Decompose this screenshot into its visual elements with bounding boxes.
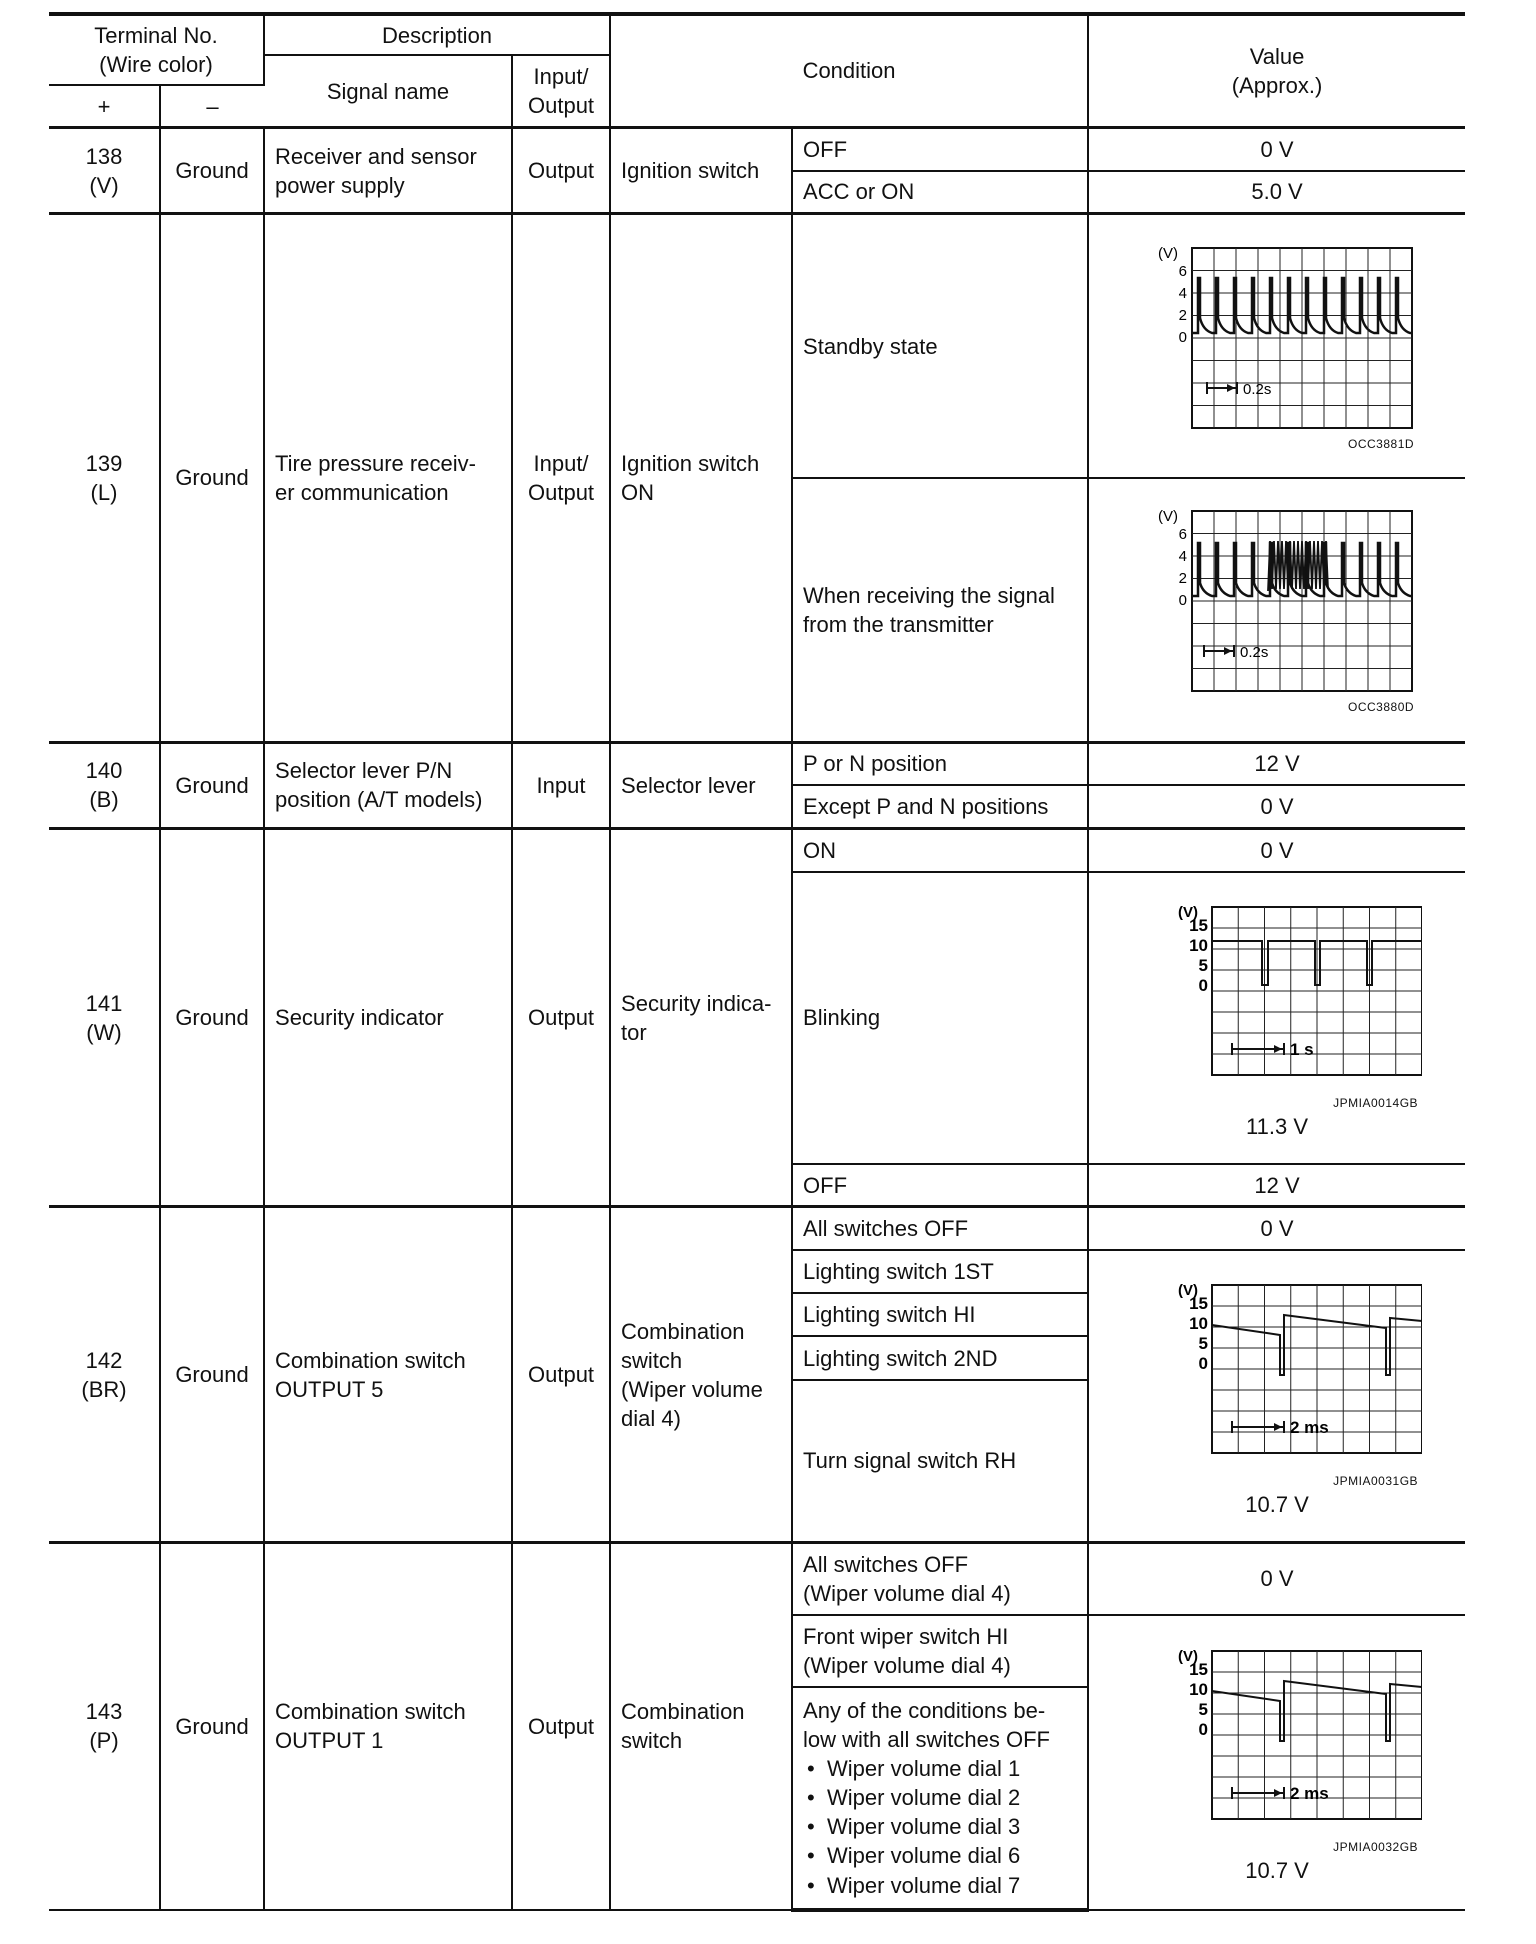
tick-label: 5	[1198, 1700, 1209, 1720]
header-terminal-no: Terminal No. (Wire color)	[49, 14, 264, 85]
tick-label: 5	[1198, 1334, 1209, 1353]
subcond-138-acc: ACC or ON	[792, 171, 1088, 214]
condition-143: Combination switch	[610, 1542, 792, 1910]
figure-code-receiving: OCC3880D	[1348, 700, 1415, 715]
header-plus: +	[49, 85, 160, 127]
tick-label: 0	[1198, 975, 1209, 995]
value-143-all-off: 0 V	[1088, 1542, 1465, 1614]
tick-label: 0	[1198, 1354, 1209, 1373]
subcond-142-lighting-1st: Lighting switch 1ST	[792, 1250, 1088, 1293]
wave-value-142: 10.7 V	[1245, 1491, 1309, 1517]
tick-label: 15	[1189, 1660, 1209, 1680]
figure-code-output5: JPMIA0031GB	[1333, 1474, 1419, 1489]
value-140-except: 0 V	[1088, 785, 1465, 828]
tick-label: 0	[1178, 328, 1188, 346]
waveform-receiving-chart	[1132, 501, 1422, 701]
io-141: Output	[512, 828, 610, 1207]
header-condition: Condition	[610, 14, 1088, 127]
io-143: Output	[512, 1542, 610, 1910]
value-143-waveform	[1088, 1615, 1465, 1910]
time-label: 0.2s	[1240, 644, 1269, 662]
subcond-139-standby: Standby state	[792, 214, 1088, 478]
header-description: Description	[264, 14, 610, 55]
terminal-140: 140 (B)	[49, 742, 160, 828]
subcond-141-off: OFF	[792, 1164, 1088, 1207]
list-item: • Wiper volume dial 3	[803, 1812, 1077, 1841]
subcond-142-all-off: All switches OFF	[792, 1207, 1088, 1250]
terminal-141: 141 (W)	[49, 828, 160, 1207]
list-item: • Wiper volume dial 2	[803, 1783, 1077, 1812]
time-label: 0.2s	[1243, 380, 1272, 398]
terminal-table	[49, 12, 1465, 1912]
signal-143: Combination switch OUTPUT 1	[264, 1542, 512, 1910]
tick-label: 2	[1178, 570, 1188, 588]
condition-138: Ignition switch	[610, 127, 792, 213]
io-140: Input	[512, 742, 610, 828]
header-signal-name: Signal name	[264, 55, 512, 127]
tick-label: 10	[1189, 1680, 1209, 1700]
time-label: 1 s	[1290, 1039, 1314, 1059]
list-item: • Wiper volume dial 7	[803, 1871, 1077, 1900]
condition-140: Selector lever	[610, 742, 792, 828]
unit-label: (V)	[1178, 903, 1199, 921]
tick-label: 4	[1178, 284, 1188, 302]
ground-142: Ground	[160, 1207, 264, 1542]
unit-label: (V)	[1178, 1648, 1199, 1666]
list-item: • Wiper volume dial 1	[803, 1754, 1077, 1783]
tick-label: 10	[1189, 1314, 1209, 1333]
value-139-standby	[1088, 214, 1465, 478]
subcond-141-blinking: Blinking	[792, 872, 1088, 1164]
ground-141: Ground	[160, 828, 264, 1207]
subcond-143-any-text: Any of the conditions be- low with all switches OFF	[803, 1698, 1050, 1753]
value-138-acc: 5.0 V	[1088, 171, 1465, 214]
signal-140: Selector lever P/N position (A/T models)	[264, 742, 512, 828]
wave-value-143: 10.7 V	[1245, 1858, 1309, 1884]
condition-139: Ignition switch ON	[610, 214, 792, 742]
subcond-142-lighting-hi: Lighting switch HI	[792, 1293, 1088, 1336]
tick-label: 6	[1178, 262, 1188, 280]
value-141-on: 0 V	[1088, 828, 1465, 871]
tick-label: 10	[1189, 935, 1209, 955]
terminal-138: 138 (V)	[49, 127, 160, 213]
value-142-all-off: 0 V	[1088, 1207, 1465, 1250]
subcond-143-front-wiper-hi: Front wiper switch HI (Wiper volume dial 4)	[792, 1615, 1088, 1687]
io-139: Input/ Output	[512, 214, 610, 742]
subcond-143-any	[792, 1687, 1088, 1910]
signal-138: Receiver and sensor power supply	[264, 127, 512, 213]
terminal-139: 139 (L)	[49, 214, 160, 742]
tick-label: 4	[1178, 548, 1188, 566]
value-138-off: 0 V	[1088, 127, 1465, 170]
header-input-output: Input/ Output	[512, 55, 610, 127]
waveform-output1-chart	[1132, 1639, 1422, 1839]
subcond-142-lighting-2nd: Lighting switch 2ND	[792, 1336, 1088, 1379]
ground-138: Ground	[160, 127, 264, 213]
signal-141: Security indicator	[264, 828, 512, 1207]
ground-143: Ground	[160, 1542, 264, 1910]
subcond-140-pn: P or N position	[792, 742, 1088, 785]
tick-label: 15	[1189, 915, 1209, 935]
value-141-off: 12 V	[1088, 1164, 1465, 1207]
header-minus: –	[160, 85, 264, 127]
list-item: • Wiper volume dial 6	[803, 1841, 1077, 1870]
terminal-143: 143 (P)	[49, 1542, 160, 1910]
subcond-139-receiving: When receiving the signal from the transmitter	[792, 478, 1088, 742]
figure-code-standby: OCC3881D	[1348, 436, 1415, 451]
waveform-output5-chart	[1132, 1273, 1422, 1473]
tick-label: 0	[1178, 592, 1188, 610]
io-142: Output	[512, 1207, 610, 1542]
time-label: 2 ms	[1290, 1418, 1329, 1437]
tick-label: 15	[1189, 1294, 1209, 1313]
tick-label: 6	[1178, 526, 1188, 544]
value-140-pn: 12 V	[1088, 742, 1465, 785]
signal-142: Combination switch OUTPUT 5	[264, 1207, 512, 1542]
subcond-140-except: Except P and N positions	[792, 785, 1088, 828]
subcond-141-on: ON	[792, 828, 1088, 871]
value-139-receiving	[1088, 478, 1465, 742]
tick-label: 0	[1198, 1720, 1209, 1740]
time-label: 2 ms	[1290, 1784, 1329, 1804]
ground-140: Ground	[160, 742, 264, 828]
io-138: Output	[512, 127, 610, 213]
value-142-waveform	[1088, 1250, 1465, 1542]
signal-139: Tire pressure receiv- er communication	[264, 214, 512, 742]
tick-label: 2	[1178, 306, 1188, 324]
unit-label: (V)	[1158, 244, 1179, 262]
figure-code-output1: JPMIA0032GB	[1333, 1840, 1419, 1855]
unit-label: (V)	[1158, 508, 1179, 526]
ground-139: Ground	[160, 214, 264, 742]
subcond-143-all-off: All switches OFF (Wiper volume dial 4)	[792, 1542, 1088, 1614]
wiper-dial-list	[803, 1754, 1077, 1899]
subcond-142-turn-rh: Turn signal switch RH	[792, 1380, 1088, 1543]
waveform-standby-chart	[1132, 238, 1422, 438]
value-141-blinking	[1088, 872, 1465, 1164]
waveform-blinking-chart	[1132, 895, 1422, 1095]
unit-label: (V)	[1178, 1282, 1199, 1299]
tick-label: 5	[1198, 955, 1209, 975]
subcond-138-off: OFF	[792, 127, 1088, 170]
wave-value-141: 11.3 V	[1246, 1113, 1309, 1139]
figure-code-blinking: JPMIA0014GB	[1333, 1095, 1419, 1110]
terminal-142: 142 (BR)	[49, 1207, 160, 1542]
condition-142: Combination switch (Wiper volume dial 4)	[610, 1207, 792, 1542]
condition-141: Security indica- tor	[610, 828, 792, 1207]
header-value: Value (Approx.)	[1088, 14, 1465, 127]
